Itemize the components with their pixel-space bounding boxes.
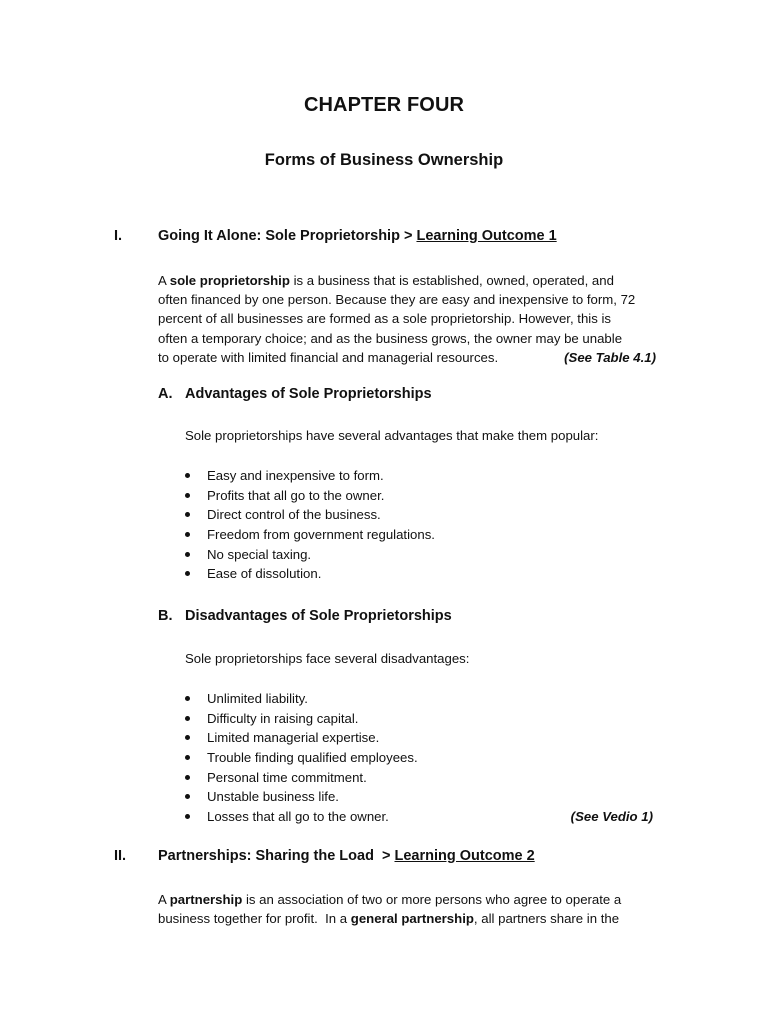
video-reference: (See Vedio 1)	[570, 809, 653, 825]
sub-heading-text: Advantages of Sole Proprietorships	[185, 386, 432, 402]
sub-heading-letter: B.	[158, 608, 173, 624]
paragraph-line: percent of all businesses are formed as a sole proprietorship. However, this is	[158, 311, 611, 327]
sole-proprietorship-paragraph	[158, 271, 658, 367]
table-reference: (See Table 4.1)	[564, 349, 656, 365]
section-numeral: I.	[114, 228, 123, 244]
list-item: Profits that all go to the owner.	[185, 486, 655, 506]
list-item: Trouble finding qualified employees.	[185, 748, 655, 768]
paragraph-line: to operate with limited financial and managerial resources. (See Table 4.1)	[158, 348, 658, 367]
bullet-icon	[185, 473, 190, 478]
list-item: Direct control of the business.	[185, 505, 655, 525]
list-item: No special taxing.	[185, 545, 655, 565]
term-partnership: partnership	[169, 892, 243, 907]
chapter-title: CHAPTER FOUR	[303, 94, 465, 116]
list-item: Difficulty in raising capital.	[185, 709, 655, 729]
section-numeral: II.	[114, 848, 127, 864]
list-item: Unlimited liability.	[185, 689, 655, 709]
bullet-icon	[185, 532, 190, 537]
bullet-icon	[185, 512, 190, 517]
paragraph-line: business together for profit. In a general partnership, all partners share in the	[158, 911, 620, 927]
term-general-partnership: general partnership	[350, 911, 474, 927]
disadvantages-intro: Sole proprietorships face several disadvantages:	[185, 651, 470, 666]
bullet-icon	[185, 755, 190, 760]
bullet-icon	[185, 493, 190, 498]
paragraph-line: often a temporary choice; and as the business grows, the owner may be unable	[158, 330, 623, 346]
section-heading-text	[158, 228, 557, 244]
list-item: Losses that all go to the owner. (See Vedio 1)	[185, 807, 655, 827]
list-item: Freedom from government regulations.	[185, 525, 655, 545]
bullet-icon	[185, 571, 190, 576]
bullet-icon	[185, 814, 190, 819]
bullet-icon	[185, 794, 190, 799]
bullet-icon	[185, 775, 190, 780]
learning-outcome-link[interactable]: Learning Outcome 1	[416, 228, 557, 244]
list-item: Ease of dissolution.	[185, 564, 655, 584]
section-heading-prefix: Going It Alone: Sole Proprietorship >	[158, 228, 417, 244]
sub-heading-letter: A.	[158, 386, 173, 402]
list-item: Easy and inexpensive to form.	[185, 466, 655, 486]
bullet-icon	[185, 552, 190, 557]
bullet-icon	[185, 735, 190, 740]
chapter-subtitle: Forms of Business Ownership	[264, 151, 504, 169]
section-heading-prefix: Partnerships: Sharing the Load >	[158, 848, 395, 864]
partnership-paragraph	[158, 890, 658, 928]
paragraph-line: A sole proprietorship is a business that is established, owned, operated, and	[158, 273, 614, 288]
list-item: Personal time commitment.	[185, 768, 655, 788]
list-item: Limited managerial expertise.	[185, 728, 655, 748]
disadvantages-list	[185, 689, 655, 827]
bullet-icon	[185, 716, 190, 721]
advantages-intro: Sole proprietorships have several advantages that make them popular:	[185, 428, 599, 443]
paragraph-line: often financed by one person. Because they are easy and inexpensive to form, 72	[158, 292, 636, 308]
sub-heading-text: Disadvantages of Sole Proprietorships	[185, 608, 452, 624]
list-item: Unstable business life.	[185, 787, 655, 807]
learning-outcome-link[interactable]: Learning Outcome 2	[394, 848, 535, 864]
bullet-icon	[185, 696, 190, 701]
paragraph-line: A partnership is an association of two or more persons who agree to operate a	[158, 892, 622, 907]
term-sole-proprietorship: sole proprietorship	[169, 273, 290, 288]
advantages-list	[185, 466, 655, 584]
section-heading-text	[158, 848, 535, 864]
